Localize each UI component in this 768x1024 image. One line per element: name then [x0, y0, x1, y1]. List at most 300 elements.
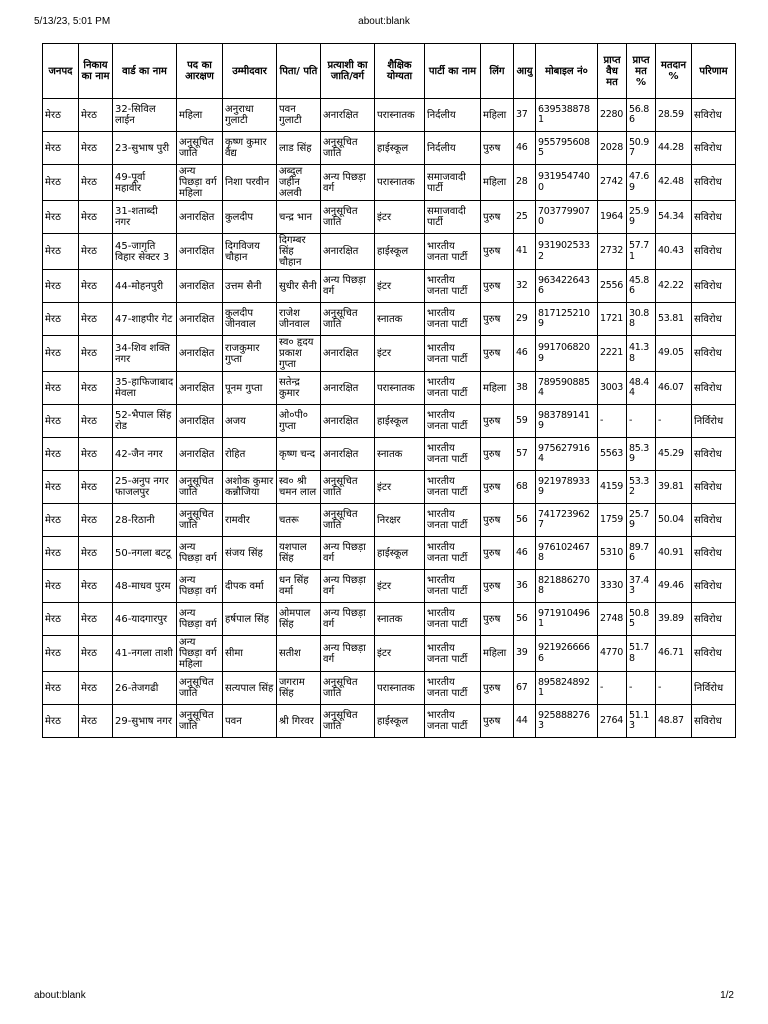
cell-body-name: मेरठ [79, 270, 113, 303]
cell-votes-percent: 30.88 [627, 303, 656, 336]
cell-ward-name: 45-जागृति विहार सेक्टर 3 [113, 234, 177, 270]
cell-candidate: रोहित [223, 438, 277, 471]
cell-party: भारतीय जनता पार्टी [425, 303, 481, 336]
cell-turnout-percent: - [656, 405, 692, 438]
col-header-gender: लिंग [481, 44, 514, 99]
cell-gender: पुरुष [481, 405, 514, 438]
cell-education: इंटर [375, 336, 425, 372]
cell-gender: पुरुष [481, 303, 514, 336]
table-row [43, 672, 736, 705]
table-row [43, 705, 736, 738]
cell-turnout-percent: 53.81 [656, 303, 692, 336]
cell-party: भारतीय जनता पार्टी [425, 438, 481, 471]
cell-age: 56 [514, 504, 536, 537]
cell-candidate: पूनम गुप्ता [223, 372, 277, 405]
cell-body-name: मेरठ [79, 471, 113, 504]
col-header-candidate: उम्मीदवार [223, 44, 277, 99]
cell-seat-reservation: अनारक्षित [177, 336, 223, 372]
cell-candidate-category: अनुसूचित जाति [321, 201, 375, 234]
cell-votes-percent: 25.79 [627, 504, 656, 537]
table-header-row [43, 44, 736, 99]
table-row [43, 303, 736, 336]
cell-mobile: 6395388781 [536, 99, 598, 132]
cell-candidate-category: अन्य पिछड़ा वर्ग [321, 165, 375, 201]
cell-candidate-category: अनुसूचित जाति [321, 132, 375, 165]
cell-result: सविरोध [692, 132, 736, 165]
cell-seat-reservation: अन्य पिछड़ा वर्ग [177, 603, 223, 636]
cell-ward-name: 41-नगला ताशी [113, 636, 177, 672]
cell-votes-percent: 53.32 [627, 471, 656, 504]
cell-gender: महिला [481, 636, 514, 672]
cell-party: समाजवादी पार्टी [425, 165, 481, 201]
cell-votes-percent: 41.38 [627, 336, 656, 372]
cell-ward-name: 26-तेजगढी [113, 672, 177, 705]
cell-candidate: राजकुमार गुप्ता [223, 336, 277, 372]
cell-mobile: 7895908854 [536, 372, 598, 405]
cell-gender: पुरुष [481, 132, 514, 165]
cell-body-name: मेरठ [79, 636, 113, 672]
cell-seat-reservation: अनुसूचित जाति [177, 705, 223, 738]
cell-party: निर्दलीय [425, 132, 481, 165]
cell-candidate-category: अनारक्षित [321, 405, 375, 438]
cell-candidate: अशोक कुमार कन्नौजिया [223, 471, 277, 504]
cell-candidate: कुलदीप [223, 201, 277, 234]
cell-age: 67 [514, 672, 536, 705]
cell-gender: पुरुष [481, 201, 514, 234]
cell-result: सविरोध [692, 537, 736, 570]
cell-party: भारतीय जनता पार्टी [425, 537, 481, 570]
cell-district: मेरठ [43, 570, 79, 603]
cell-gender: पुरुष [481, 672, 514, 705]
cell-valid-votes: 1759 [598, 504, 627, 537]
cell-result: सविरोध [692, 471, 736, 504]
table-row [43, 234, 736, 270]
cell-education: इंटर [375, 201, 425, 234]
cell-party: भारतीय जनता पार्टी [425, 405, 481, 438]
cell-turnout-percent: 48.87 [656, 705, 692, 738]
cell-valid-votes: 4770 [598, 636, 627, 672]
cell-age: 29 [514, 303, 536, 336]
cell-district: मेरठ [43, 234, 79, 270]
cell-ward-name: 50-नगला बटटू [113, 537, 177, 570]
cell-ward-name: 31-शताब्दी नगर [113, 201, 177, 234]
cell-education: परास्नातक [375, 99, 425, 132]
cell-candidate-category: अन्य पिछड़ा वर्ग [321, 270, 375, 303]
cell-age: 68 [514, 471, 536, 504]
print-header-title: about:blank [358, 16, 410, 27]
cell-education: परास्नातक [375, 672, 425, 705]
cell-votes-percent: 57.71 [627, 234, 656, 270]
print-footer-url: about:blank [34, 990, 86, 1001]
cell-father-husband: सतेन्द्र कुमार [277, 372, 321, 405]
col-header-votes-percent: प्राप्त मत % [627, 44, 656, 99]
cell-age: 57 [514, 438, 536, 471]
cell-party: भारतीय जनता पार्टी [425, 234, 481, 270]
cell-education: हाईस्कूल [375, 234, 425, 270]
cell-body-name: मेरठ [79, 165, 113, 201]
cell-body-name: मेरठ [79, 234, 113, 270]
cell-district: मेरठ [43, 165, 79, 201]
cell-age: 44 [514, 705, 536, 738]
col-header-candidate-category: प्रत्याशी का जाति/वर्ग [321, 44, 375, 99]
cell-mobile: 9837891419 [536, 405, 598, 438]
cell-seat-reservation: अन्य पिछड़ा वर्ग [177, 537, 223, 570]
cell-age: 32 [514, 270, 536, 303]
cell-district: मेरठ [43, 132, 79, 165]
cell-age: 56 [514, 603, 536, 636]
cell-age: 39 [514, 636, 536, 672]
cell-education: हाईस्कूल [375, 132, 425, 165]
cell-candidate: हर्षपाल सिंह [223, 603, 277, 636]
cell-district: मेरठ [43, 471, 79, 504]
cell-father-husband: लाड सिंह [277, 132, 321, 165]
cell-mobile: 7417239627 [536, 504, 598, 537]
cell-gender: पुरुष [481, 471, 514, 504]
cell-seat-reservation: अनारक्षित [177, 405, 223, 438]
cell-valid-votes: 4159 [598, 471, 627, 504]
cell-father-husband: यशपाल सिंह [277, 537, 321, 570]
col-header-ward-name: वार्ड का नाम [113, 44, 177, 99]
cell-father-husband: चन्द्र भान [277, 201, 321, 234]
cell-turnout-percent: 42.48 [656, 165, 692, 201]
cell-education: निरक्षर [375, 504, 425, 537]
col-header-district: जनपद [43, 44, 79, 99]
cell-district: मेरठ [43, 372, 79, 405]
col-header-party: पार्टी का नाम [425, 44, 481, 99]
table-row [43, 504, 736, 537]
cell-candidate-category: अनारक्षित [321, 234, 375, 270]
table-row [43, 165, 736, 201]
cell-valid-votes: 5563 [598, 438, 627, 471]
cell-district: मेरठ [43, 705, 79, 738]
cell-education: परास्नातक [375, 165, 425, 201]
cell-district: मेरठ [43, 438, 79, 471]
cell-education: परास्नातक [375, 372, 425, 405]
cell-gender: पुरुष [481, 336, 514, 372]
cell-mobile: 9756279164 [536, 438, 598, 471]
cell-candidate: निशा परवीन [223, 165, 277, 201]
cell-votes-percent: 89.76 [627, 537, 656, 570]
cell-education: स्नातक [375, 603, 425, 636]
table-row [43, 537, 736, 570]
cell-body-name: मेरठ [79, 438, 113, 471]
cell-district: मेरठ [43, 504, 79, 537]
cell-district: मेरठ [43, 336, 79, 372]
cell-votes-percent: 56.86 [627, 99, 656, 132]
cell-candidate-category: अनारक्षित [321, 336, 375, 372]
cell-seat-reservation: अनारक्षित [177, 303, 223, 336]
cell-party: भारतीय जनता पार्टी [425, 636, 481, 672]
cell-gender: पुरुष [481, 438, 514, 471]
cell-turnout-percent: 49.05 [656, 336, 692, 372]
cell-turnout-percent: 39.81 [656, 471, 692, 504]
cell-turnout-percent: 39.89 [656, 603, 692, 636]
cell-body-name: मेरठ [79, 504, 113, 537]
cell-votes-percent: 47.69 [627, 165, 656, 201]
table-row [43, 438, 736, 471]
cell-seat-reservation: अनारक्षित [177, 438, 223, 471]
cell-body-name: मेरठ [79, 99, 113, 132]
cell-ward-name: 42-जैन नगर [113, 438, 177, 471]
cell-mobile: 9917068209 [536, 336, 598, 372]
table-row [43, 471, 736, 504]
cell-gender: पुरुष [481, 570, 514, 603]
cell-result: सविरोध [692, 372, 736, 405]
cell-candidate-category: अन्य पिछड़ा वर्ग [321, 636, 375, 672]
table-row [43, 636, 736, 672]
cell-turnout-percent: 49.46 [656, 570, 692, 603]
cell-candidate-category: अन्य पिछड़ा वर्ग [321, 603, 375, 636]
cell-party: भारतीय जनता पार्टी [425, 705, 481, 738]
table-row [43, 201, 736, 234]
cell-gender: महिला [481, 99, 514, 132]
cell-valid-votes: - [598, 672, 627, 705]
cell-candidate: दिगविजय चौहान [223, 234, 277, 270]
cell-candidate: सीमा [223, 636, 277, 672]
cell-ward-name: 46-यादगारपुर [113, 603, 177, 636]
cell-body-name: मेरठ [79, 405, 113, 438]
cell-gender: महिला [481, 165, 514, 201]
cell-district: मेरठ [43, 405, 79, 438]
cell-result: सविरोध [692, 165, 736, 201]
cell-party: भारतीय जनता पार्टी [425, 336, 481, 372]
cell-valid-votes: - [598, 405, 627, 438]
cell-father-husband: पवन गुलाटी [277, 99, 321, 132]
cell-district: मेरठ [43, 99, 79, 132]
cell-result: सविरोध [692, 504, 736, 537]
table-row [43, 99, 736, 132]
cell-education: हाईस्कूल [375, 405, 425, 438]
cell-result: निर्विरोध [692, 405, 736, 438]
cell-valid-votes: 2742 [598, 165, 627, 201]
cell-gender: पुरुष [481, 705, 514, 738]
cell-father-husband: ओमपाल सिंह [277, 603, 321, 636]
cell-valid-votes: 1964 [598, 201, 627, 234]
cell-seat-reservation: अन्य पिछड़ा वर्ग [177, 570, 223, 603]
cell-father-husband: दिगम्बर सिंह चौहान [277, 234, 321, 270]
col-header-education: शैक्षिक योग्यता [375, 44, 425, 99]
cell-turnout-percent: 50.04 [656, 504, 692, 537]
cell-father-husband: स्व० श्री चमन लाल [277, 471, 321, 504]
cell-candidate-category: अनुसूचित जाति [321, 471, 375, 504]
cell-votes-percent: 51.78 [627, 636, 656, 672]
cell-body-name: मेरठ [79, 570, 113, 603]
cell-mobile: 9219789339 [536, 471, 598, 504]
cell-candidate-category: अनारक्षित [321, 99, 375, 132]
cell-father-husband: अब्दुल जहीन अलवी [277, 165, 321, 201]
cell-ward-name: 49-पूर्वा महावीर [113, 165, 177, 201]
col-header-age: आयु [514, 44, 536, 99]
cell-mobile: 7037799070 [536, 201, 598, 234]
cell-father-husband: सतीश [277, 636, 321, 672]
cell-age: 46 [514, 537, 536, 570]
cell-ward-name: 23-सुभाष पुरी [113, 132, 177, 165]
cell-district: मेरठ [43, 201, 79, 234]
cell-seat-reservation: अनुसूचित जाति [177, 504, 223, 537]
cell-votes-percent: 50.97 [627, 132, 656, 165]
cell-result: सविरोध [692, 270, 736, 303]
col-header-result: परिणाम [692, 44, 736, 99]
cell-mobile: 8958248921 [536, 672, 598, 705]
cell-age: 36 [514, 570, 536, 603]
cell-mobile: 8171252109 [536, 303, 598, 336]
cell-mobile: 9319547400 [536, 165, 598, 201]
cell-mobile: 9258882763 [536, 705, 598, 738]
cell-seat-reservation: अनुसूचित जाति [177, 672, 223, 705]
cell-ward-name: 34-शिव शक्ति नगर [113, 336, 177, 372]
cell-valid-votes: 2028 [598, 132, 627, 165]
cell-body-name: मेरठ [79, 336, 113, 372]
col-header-seat-reservation: पद का आरक्षण [177, 44, 223, 99]
cell-ward-name: 52-भैपाल सिंह रोड [113, 405, 177, 438]
cell-education: इंटर [375, 471, 425, 504]
cell-education: हाईस्कूल [375, 537, 425, 570]
cell-education: इंटर [375, 570, 425, 603]
cell-district: मेरठ [43, 672, 79, 705]
cell-age: 38 [514, 372, 536, 405]
cell-candidate-category: अनुसूचित जाति [321, 504, 375, 537]
cell-result: सविरोध [692, 201, 736, 234]
cell-education: स्नातक [375, 438, 425, 471]
cell-candidate: सत्यपाल सिंह [223, 672, 277, 705]
cell-result: सविरोध [692, 99, 736, 132]
cell-result: सविरोध [692, 336, 736, 372]
cell-ward-name: 44-मोहनपुरी [113, 270, 177, 303]
cell-gender: महिला [481, 372, 514, 405]
col-header-turnout-percent: मतदान % [656, 44, 692, 99]
cell-seat-reservation: अनारक्षित [177, 372, 223, 405]
cell-gender: पुरुष [481, 234, 514, 270]
cell-candidate: कृष्ण कुमार वैद्य [223, 132, 277, 165]
cell-father-husband: जगराम सिंह [277, 672, 321, 705]
cell-body-name: मेरठ [79, 303, 113, 336]
cell-valid-votes: 3003 [598, 372, 627, 405]
cell-candidate-category: अन्य पिछड़ा वर्ग [321, 570, 375, 603]
cell-age: 28 [514, 165, 536, 201]
cell-candidate-category: अनारक्षित [321, 372, 375, 405]
cell-candidate-category: अनारक्षित [321, 438, 375, 471]
cell-candidate: दीपक वर्मा [223, 570, 277, 603]
table-row [43, 270, 736, 303]
cell-mobile: 9719104961 [536, 603, 598, 636]
cell-result: सविरोध [692, 438, 736, 471]
cell-district: मेरठ [43, 537, 79, 570]
cell-body-name: मेरठ [79, 603, 113, 636]
cell-ward-name: 29-सुभाष नगर [113, 705, 177, 738]
cell-valid-votes: 1721 [598, 303, 627, 336]
cell-party: समाजवादी पार्टी [425, 201, 481, 234]
cell-gender: पुरुष [481, 537, 514, 570]
cell-turnout-percent: 46.07 [656, 372, 692, 405]
cell-turnout-percent: 46.71 [656, 636, 692, 672]
cell-seat-reservation: अन्य पिछड़ा वर्ग महिला [177, 165, 223, 201]
cell-education: इंटर [375, 270, 425, 303]
cell-age: 46 [514, 132, 536, 165]
cell-mobile: 9219266666 [536, 636, 598, 672]
election-results-table [42, 43, 736, 738]
cell-ward-name: 48-माधव पुरम [113, 570, 177, 603]
cell-valid-votes: 3330 [598, 570, 627, 603]
col-header-body-name: निकाय का नाम [79, 44, 113, 99]
cell-mobile: 8218862708 [536, 570, 598, 603]
cell-valid-votes: 2764 [598, 705, 627, 738]
cell-result: सविरोध [692, 303, 736, 336]
cell-ward-name: 32-सिविल लाईन [113, 99, 177, 132]
cell-turnout-percent: 42.22 [656, 270, 692, 303]
cell-votes-percent: 37.43 [627, 570, 656, 603]
cell-valid-votes: 2732 [598, 234, 627, 270]
cell-party: भारतीय जनता पार्टी [425, 603, 481, 636]
cell-candidate: अजय [223, 405, 277, 438]
table-row [43, 372, 736, 405]
cell-father-husband: श्री गिरवर [277, 705, 321, 738]
cell-ward-name: 47-शाहपीर गेट [113, 303, 177, 336]
cell-ward-name: 35-हाफिजाबाद मेवला [113, 372, 177, 405]
cell-votes-percent: 25.99 [627, 201, 656, 234]
cell-mobile: 9761024678 [536, 537, 598, 570]
cell-turnout-percent: 28.59 [656, 99, 692, 132]
cell-mobile: 9557956085 [536, 132, 598, 165]
col-header-valid-votes: प्राप्त वैध मत [598, 44, 627, 99]
cell-valid-votes: 2556 [598, 270, 627, 303]
cell-seat-reservation: महिला [177, 99, 223, 132]
cell-valid-votes: 5310 [598, 537, 627, 570]
cell-turnout-percent: 45.29 [656, 438, 692, 471]
cell-body-name: मेरठ [79, 132, 113, 165]
cell-candidate: कुलदीप जीनवाल [223, 303, 277, 336]
cell-education: स्नातक [375, 303, 425, 336]
col-header-father-husband: पिता/ पति [277, 44, 321, 99]
cell-valid-votes: 2748 [598, 603, 627, 636]
cell-candidate: रामवीर [223, 504, 277, 537]
cell-ward-name: 28-रिठानी [113, 504, 177, 537]
cell-turnout-percent: 40.91 [656, 537, 692, 570]
cell-result: सविरोध [692, 636, 736, 672]
cell-age: 46 [514, 336, 536, 372]
cell-education: इंटर [375, 636, 425, 672]
cell-votes-percent: 45.86 [627, 270, 656, 303]
cell-valid-votes: 2280 [598, 99, 627, 132]
cell-votes-percent: 48.44 [627, 372, 656, 405]
cell-party: भारतीय जनता पार्टी [425, 372, 481, 405]
cell-candidate: अनुराधा गुलाटी [223, 99, 277, 132]
cell-district: मेरठ [43, 270, 79, 303]
cell-seat-reservation: अनुसूचित जाति [177, 471, 223, 504]
cell-candidate-category: अनुसूचित जाति [321, 705, 375, 738]
cell-turnout-percent: 44.28 [656, 132, 692, 165]
cell-body-name: मेरठ [79, 672, 113, 705]
cell-candidate-category: अनुसूचित जाति [321, 672, 375, 705]
cell-body-name: मेरठ [79, 201, 113, 234]
cell-father-husband: कृष्ण चन्द [277, 438, 321, 471]
cell-valid-votes: 2221 [598, 336, 627, 372]
cell-father-husband: राजेश जीनवाल [277, 303, 321, 336]
cell-result: सविरोध [692, 570, 736, 603]
cell-votes-percent: 85.39 [627, 438, 656, 471]
cell-result: सविरोध [692, 603, 736, 636]
cell-gender: पुरुष [481, 603, 514, 636]
cell-result: सविरोध [692, 705, 736, 738]
cell-gender: पुरुष [481, 270, 514, 303]
cell-party: भारतीय जनता पार्टी [425, 471, 481, 504]
cell-body-name: मेरठ [79, 537, 113, 570]
table-row [43, 336, 736, 372]
cell-result: सविरोध [692, 234, 736, 270]
cell-father-husband: धन सिंह वर्मा [277, 570, 321, 603]
cell-party: भारतीय जनता पार्टी [425, 270, 481, 303]
col-header-mobile: मोबाइल नं० [536, 44, 598, 99]
cell-seat-reservation: अनारक्षित [177, 201, 223, 234]
